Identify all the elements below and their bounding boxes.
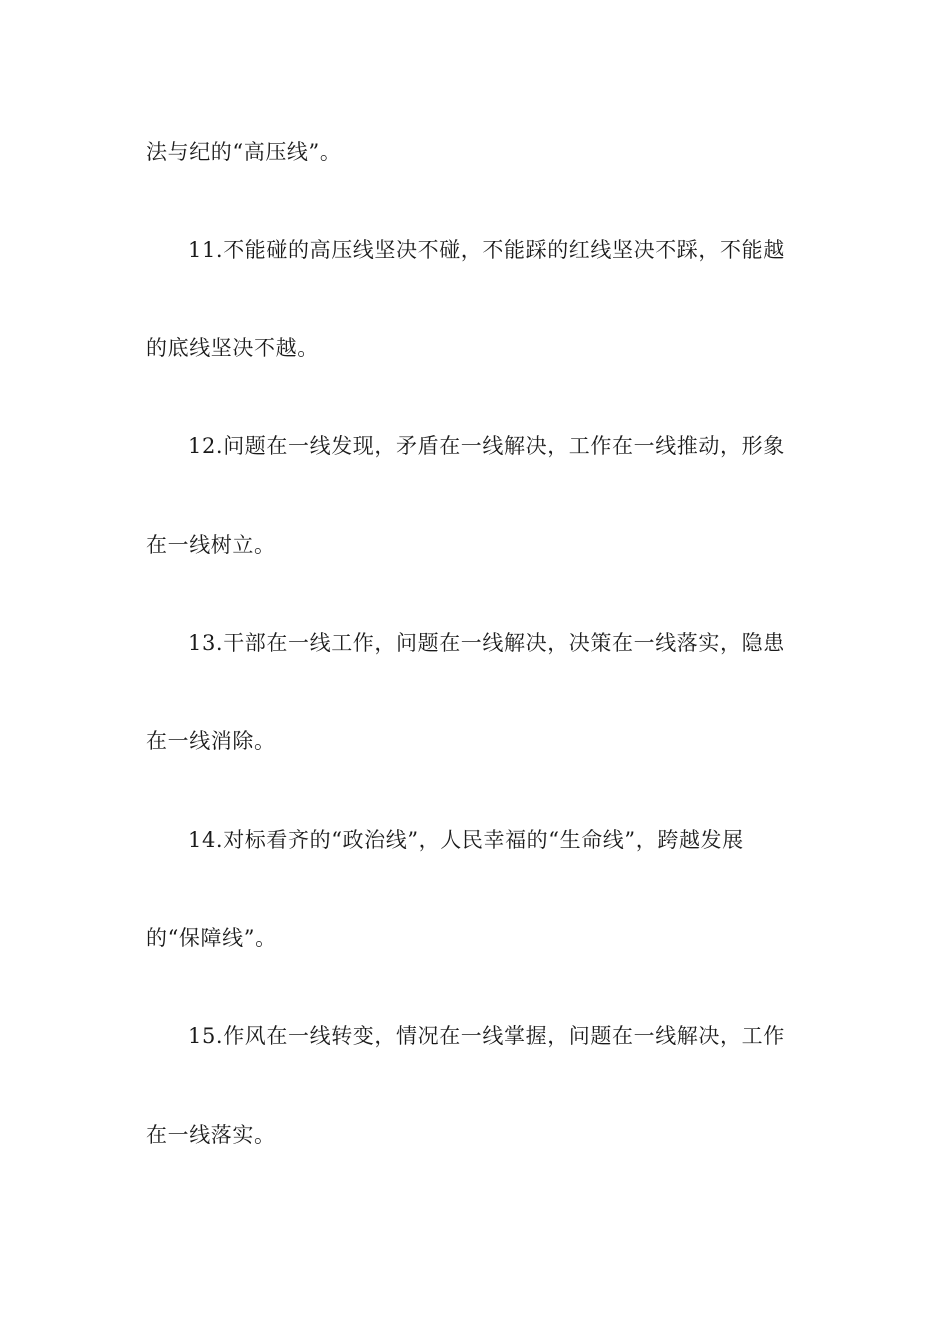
paragraph-13-line-1: 13.干部在一线工作，问题在一线解决，决策在一线落实，隐患 xyxy=(188,631,785,655)
paragraph-11-line-1: 11.不能碰的高压线坚决不碰，不能踩的红线坚决不踩，不能越 xyxy=(188,238,785,262)
paragraph-13-line-2: 在一线消除。 xyxy=(146,729,276,753)
paragraph-12-line-2: 在一线树立。 xyxy=(146,533,276,557)
paragraph-15-line-1: 15.作风在一线转变，情况在一线掌握，问题在一线解决，工作 xyxy=(188,1024,785,1048)
paragraph-14-line-1: 14.对标看齐的“政治线”，人民幸福的“生命线”，跨越发展 xyxy=(188,828,744,852)
paragraph-10-line-2: 法与纪的“高压线”。 xyxy=(146,140,342,164)
paragraph-11-line-2: 的底线坚决不越。 xyxy=(146,336,319,360)
paragraph-12-line-1: 12.问题在一线发现，矛盾在一线解决，工作在一线推动，形象 xyxy=(188,434,785,458)
paragraph-15-line-2: 在一线落实。 xyxy=(146,1123,276,1147)
paragraph-14-line-2: 的“保障线”。 xyxy=(146,926,277,950)
